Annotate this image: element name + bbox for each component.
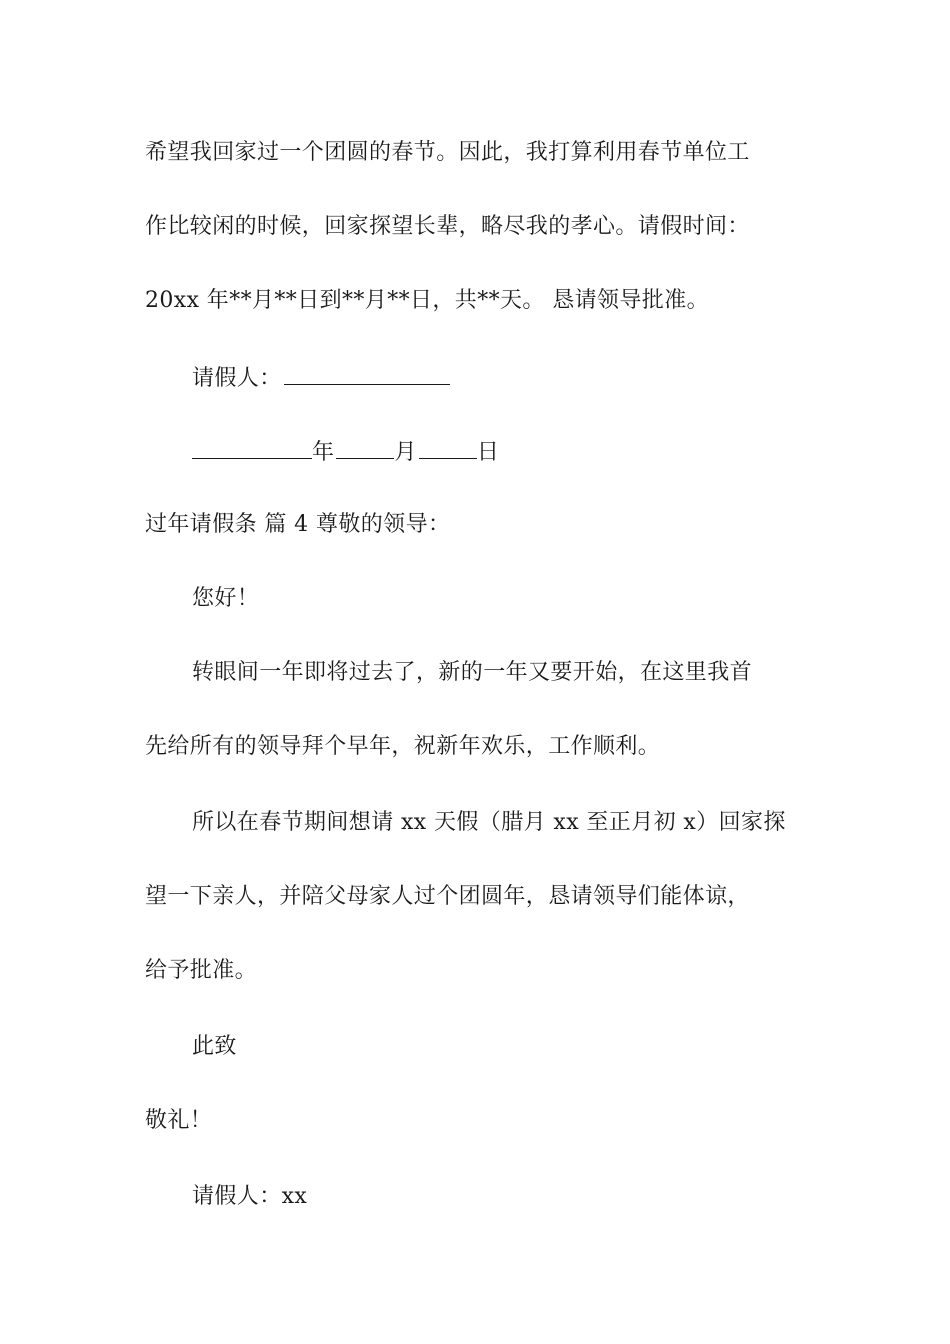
- paragraph-line: 望一下亲人，并陪父母家人过个团圆年，恳请领导们能体谅，: [145, 884, 750, 909]
- paragraph-line: 给予批准。: [145, 958, 258, 983]
- paragraph-line: 所以在春节期间想请 xx 天假（腊月 xx 至正月初 x）回家探: [192, 810, 786, 835]
- paragraph-line: 作比较闲的时候，回家探望长辈，略尽我的孝心。请假时间：: [145, 214, 750, 239]
- signer-line: 请假人：xx: [192, 1184, 308, 1209]
- signature-label: 请假人：: [192, 366, 282, 391]
- paragraph-line: 转眼间一年即将过去了，新的一年又要开始，在这里我首: [192, 660, 753, 685]
- month-label: 月: [394, 440, 417, 465]
- day-label: 日: [476, 440, 500, 465]
- month-blank: [336, 436, 394, 459]
- greeting: 您好！: [192, 586, 260, 611]
- closing-line: 敬礼！: [145, 1108, 213, 1133]
- year-blank: [192, 436, 312, 459]
- paragraph-line: 希望我回家过一个团圆的春节。因此，我打算利用春节单位工: [145, 140, 750, 165]
- closing-line: 此致: [192, 1034, 237, 1059]
- date-line: [192, 436, 499, 468]
- paragraph-line: 先给所有的领导拜个早年，祝新年欢乐，工作顺利。: [145, 734, 661, 759]
- signature-line: [192, 362, 450, 394]
- year-label: 年: [312, 440, 335, 465]
- section-heading: 过年请假条 篇 4 尊敬的领导：: [145, 512, 451, 537]
- day-blank: [419, 436, 477, 459]
- signature-blank: [284, 362, 450, 385]
- paragraph-line: 20xx 年**月**日到**月**日，共**天。 恳请领导批准。: [145, 288, 709, 313]
